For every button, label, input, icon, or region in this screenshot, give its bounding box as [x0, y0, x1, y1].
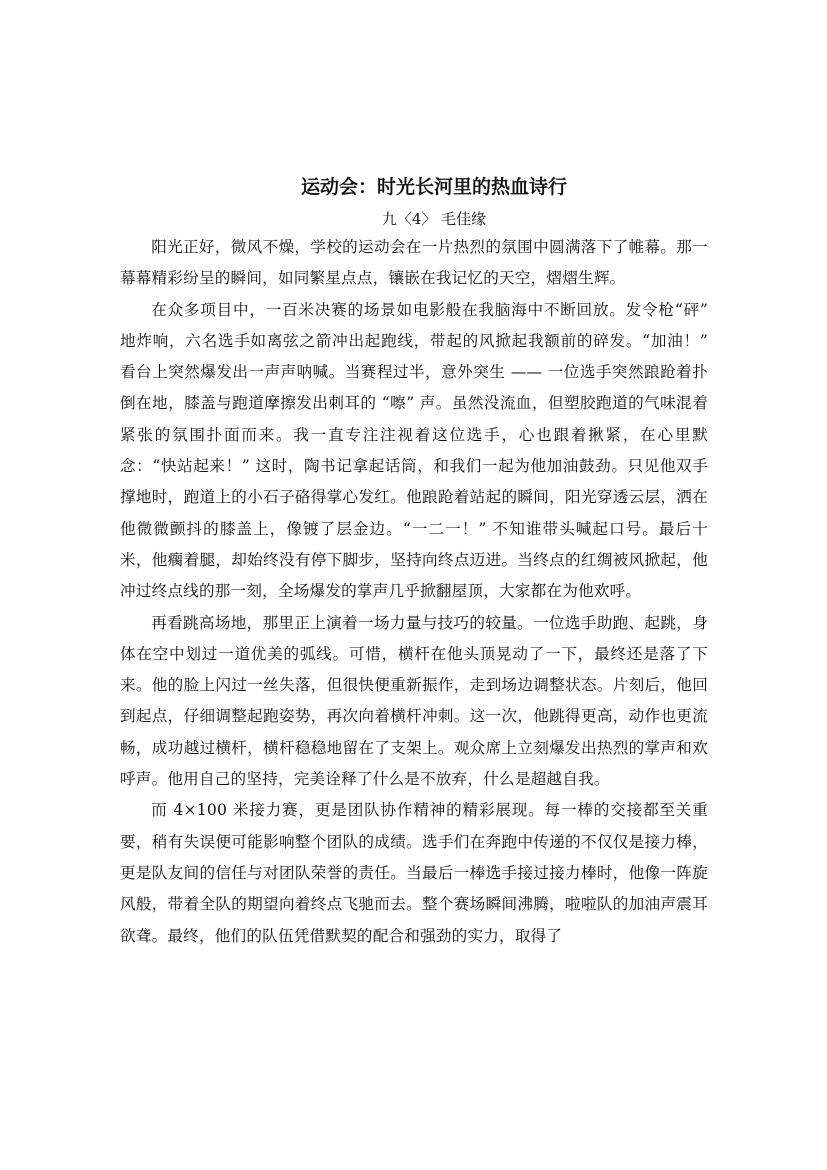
paragraph-1: 阳光正好，微风不燥，学校的运动会在一片热烈的氛围中圆满落下了帷幕。那一幕幕精彩纷呈的瞬间，如同繁星点点，镶嵌在我记忆的天空，熠熠生辉。: [120, 238, 708, 288]
paragraph-4: 而 4×100 米接力赛，更是团队协作精神的精彩展现。每一棒的交接都至关重要，稍有失误便可能影响整个团队的成绩。选手们在奔跑中传递的不仅仅是接力棒，更是队友间的信任与对团队荣誉的责任。当最后一棒选手接过接力棒时，他像一阵旋风般，带着全队的期望向着终点飞驰而去。整个赛场瞬间沸腾，啦啦队的加油声震耳欲聋。最终，他们的队伍凭借默契的配合和强劲的实力，取得了: [120, 801, 708, 945]
paragraph-3: 再看跳高场地，那里正上演着一场力量与技巧的较量。一位选手助跑、起跳，身体在空中划过一道优美的弧线。可惜，横杆在他头顶晃动了一下，最终还是落了下来。他的脸上闪过一丝失落，但很快便重新振作，走到场边调整状态。片刻后，他回到起点，仔细调整起跑姿势，再次向着横杆冲刺。这一次，他跳得更高，动作也更流畅，成功越过横杆，横杆稳稳地留在了支架上。观众席上立刻爆发出热烈的掌声和欢呼声。他用自己的坚持，完美诠释了什么是不放弃，什么是超越自我。: [120, 613, 708, 789]
article-byline: 九〈4〉 毛佳缘: [381, 210, 487, 228]
article-title: 运动会：时光长河里的热血诗行: [300, 176, 567, 198]
paragraph-2: 在众多项目中，一百米决赛的场景如电影般在我脑海中不断回放。发令枪“砰” 地炸响，六名选手如离弦之箭冲出起跑线，带起的风掀起我额前的碎发。“加油！” 看台上突然爆发出一声声呐喊。当赛程过半，意外突生 —— 一位选手突然踉跄着扑倒在地，膝盖与跑道摩擦发出刺耳的 “嚓” 声。虽然没流血，但塑胶跑道的气味混着紧张的氛围扑面而来。我一直专注注视着这位选手，心也跟着揪紧，在心里默念：“快站起来！” 这时，陶书记拿起话筒，和我们一起为他加油鼓劲。只见他双手撑地时，跑道上的小石子硌得掌心发红。他踉跄着站起的瞬间，阳光穿透云层，洒在他微微颤抖的膝盖上，像镀了层金边。“一二一！” 不知谁带头喊起口号。最后十米，他瘸着腿，却始终没有停下脚步，坚持向终点迈进。当终点的红绸被风掀起，他冲过终点线的那一刻，全场爆发的掌声几乎掀翻屋顶，大家都在为他欢呼。: [120, 300, 708, 601]
document-page: [120, 168, 708, 952]
